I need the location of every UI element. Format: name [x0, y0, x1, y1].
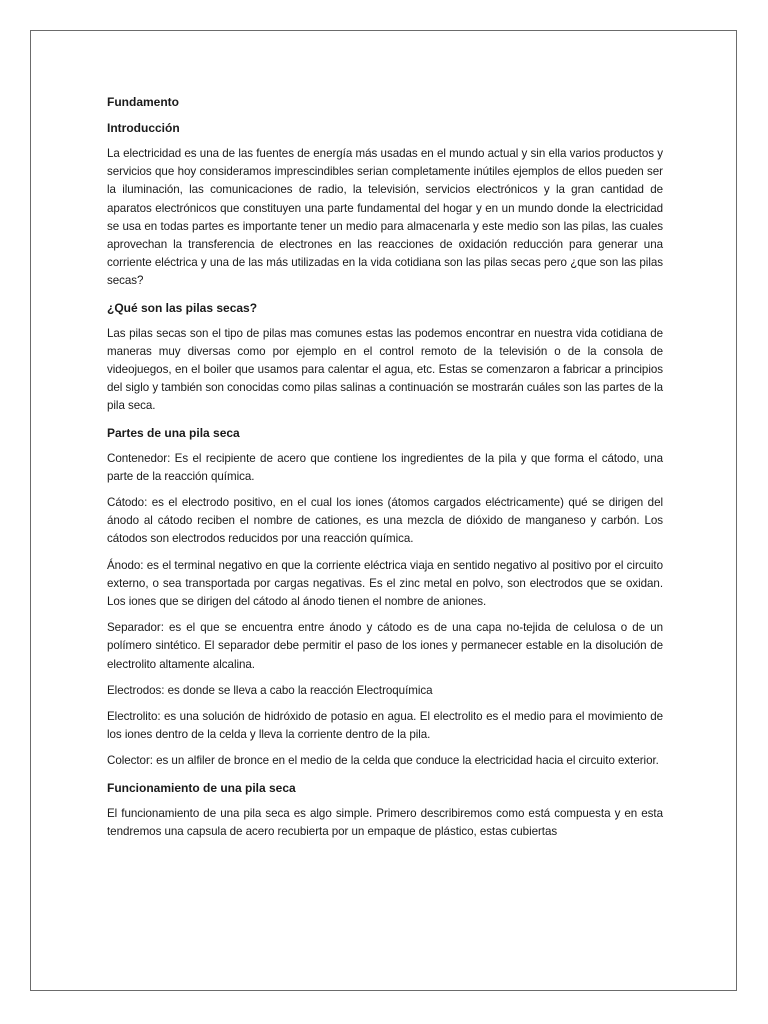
part-anodo: Ánodo: es el terminal negativo en que la corriente eléctrica viaja en sentido negativo al positivo por el circuito externo, o sea transportada por cargas negativas. Es el zinc metal en polvo, son electrodos que se oxidan. Los iones que se dirigen del cátodo al ánodo tienen el nombre de aniones. — [107, 558, 663, 609]
part-electrolito: Electrolito: es una solución de hidróxido de potasio en agua. El electrolito es el medio para el movimiento de los iones dentro de la celda y lleva la corriente dentro de la pila. — [107, 710, 663, 742]
part-contenedor: Contenedor: Es el recipiente de acero que contiene los ingredientes de la pila y que forma el cátodo, una parte de la reacción química. — [107, 451, 663, 483]
part-electrodos: Electrodos: es donde se lleva a cabo la reacción Electroquímica — [107, 683, 433, 697]
part-catodo: Cátodo: es el electrodo positivo, en el cual los iones (átomos cargados eléctricamente) qué se dirigen del ánodo al cátodo reciben el nombre de cationes, es una mezcla de dióxido de manganeso y carbón. Los cátodos son electrodos reducidos por una reacción química. — [107, 496, 663, 546]
function-heading: Funcionamiento de una pila seca — [107, 780, 296, 795]
part-separador: Separador: es el que se encuentra entre ánodo y cátodo es de una capa no-tejida de celulosa o de un polímero sintético. El separador debe permitir el paso de los iones y permanecer estable en la disolución de electrolito altamente alcalina. — [107, 621, 663, 671]
question-paragraph: Las pilas secas son el tipo de pilas mas comunes estas las podemos encontrar en nuestra vida cotidiana de maneras muy diversas como por ejemplo en el control remoto de la televisión o de la consola de videojuegos, en el boiler que usamos para calentar el agua, etc. Estas se comenzaron a fabricar a principios del siglo y también son conocidas como pilas salinas a continuación se mostrarán cuáles son las partes de la pila seca. — [107, 326, 663, 413]
parts-heading: Partes de una pila seca — [107, 425, 240, 440]
document-body — [107, 93, 663, 849]
intro-paragraph: La electricidad es una de las fuentes de energía más usadas en el mundo actual y sin ella varios productos y servicios que hoy consideramos imprescindibles serian completamente inútiles ejemplos de ellos pueden ser la iluminación, las comunicaciones de radio, la televisión, servicios electrónicos y la gran cantidad de aparatos electrónicos que constituyen una parte fundamental del hogar y en un mundo donde la electricidad se usa en todas partes es importante tener un medio para almacenarla y este medio son las pilas, las cuales aprovechan la transferencia de electrones en las reacciones de oxidación reducción para generar una corriente eléctrica y una de las más utilizadas en la vida cotidiana son las pilas secas pero ¿que son las pilas secas? — [107, 147, 663, 288]
document-title: Fundamento — [107, 95, 179, 109]
document-page — [30, 30, 737, 991]
intro-heading: Introducción — [107, 121, 180, 135]
part-colector: Colector: es un alfiler de bronce en el medio de la celda que conduce la electricidad hacia el circuito exterior. — [107, 754, 659, 768]
question-heading: ¿Qué son las pilas secas? — [107, 300, 258, 315]
function-paragraph: El funcionamiento de una pila seca es algo simple. Primero describiremos como está compuesta y en esta tendremos una capsula de acero recubierta por un empaque de plástico, estas cubiertas — [107, 806, 663, 838]
